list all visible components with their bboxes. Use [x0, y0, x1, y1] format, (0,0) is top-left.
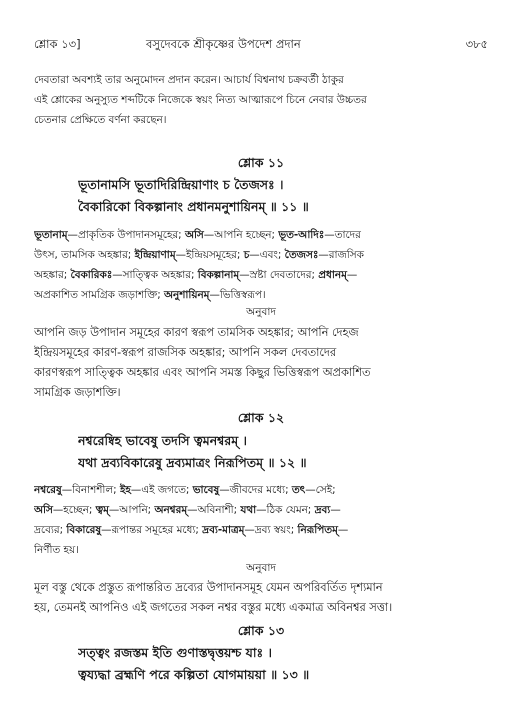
synonym-line: ভূতানাম্—প্রাকৃতিক উপাদানসমূহের; অসি—আপনি হচ্ছেন; ভূত-আদিঃ—তাদের [34, 229, 361, 241]
verse-12-heading: শ্লোক ১২ [237, 410, 285, 425]
synonym-line: উৎস, তামসিক অহঙ্কার; ইন্দ্রিয়াণাম্—ইন্দ্রিয়সমূহের; চ—এবং; তৈজসঃ—রাজসিক [34, 249, 364, 261]
verse-line: ত্বয্যদ্ধা ব্রহ্মণি পরে কল্পিতা যোগমায়য়া ॥ ১৩ ॥ [78, 667, 310, 682]
verse-line: নশ্বরেষ্বিহ ভাবেষু তদসি ত্বমনশ্বরম্ । [78, 433, 247, 448]
page-number: ৩৮৫ [465, 37, 488, 51]
synonym-line: অসি—হচ্ছেন; ত্বম্—আপনি; অনশ্বরম্—অবিনাশী; যথা—ঠিক যেমন; দ্রব্য— [34, 504, 341, 516]
intro-paragraph [34, 70, 488, 130]
header-verse-ref: শ্লোক ১৩] [34, 37, 81, 51]
intro-line: চেতনার প্রেক্ষিতে বর্ণনা করছেন। [34, 114, 167, 126]
translation-line: ইন্দ্রিয়সমূহের কারণ-স্বরূপ রাজসিক অহঙ্কার; আপনি সকল দেবতাদের [34, 346, 337, 359]
translation-line: মূল বস্তু থেকে প্রস্তুত রূপান্তরিত দ্রব্যের উপাদানসমূহ যেমন অপরিবর্তিত দৃশ্যমান [34, 581, 383, 594]
verse-13-text [34, 642, 488, 686]
translation-label: অনুবাদ [246, 306, 276, 318]
synonym-line: দ্রব্যের; বিকারেষু—রূপান্তর সমূহের মধ্যে; দ্রব্য-মাত্রম্—দ্রব্য স্বয়ং; নিরূপিতম্— [34, 524, 349, 536]
synonym-line: নির্ণীত হয়। [34, 544, 79, 556]
verse-11-translation [34, 323, 488, 403]
verse-12-text [34, 430, 488, 474]
verse-line: সত্ত্বং রজস্তম ইতি গুণাস্তদ্বৃত্তয়শ্চ যাঃ । [78, 645, 272, 660]
verse-line: যথা দ্রব্যবিকারেষু দ্রব্যমাত্রং নিরূপিতম্ ॥ ১২ ॥ [78, 455, 307, 470]
intro-line: এই শ্লোকের অনুস্যুত শব্দটিকে নিজেকে স্বয়ং নিত্য আত্মারূপে চিনে নেবার উচ্চতর [34, 94, 367, 106]
synonym-line: নশ্বরেষু—বিনাশশীল; ইহ—এই জগতে; ভাবেষু—জীবদের মধ্যে; তৎ—সেই; [34, 484, 336, 496]
translation-line: হয়, তেমনই আপনিও এই জগতের সকল নশ্বর বস্তুর মধ্যে একমাত্র অবিনশ্বর সত্তা। [34, 601, 393, 614]
verse-line: বৈকারিকো বিকল্পানাং প্রধানমনুশায়িনম্ ॥ ১১ ॥ [78, 199, 309, 214]
translation-line: কারণস্বরূপ সাত্ত্বিক অহঙ্কার এবং আপনি সমস্ত কিছুর ভিত্তিস্বরূপ অপ্রকাশিত [34, 366, 371, 379]
translation-label: অনুবাদ [246, 562, 276, 574]
synonym-line: অপ্রকাশিত সামগ্রিক জড়াশক্তি; অনুশায়িনম্—ভিত্তিস্বরূপ। [34, 289, 266, 301]
intro-line: দেবতারা অবশ্যই তার অনুমোদন প্রদান করেন। আচার্য বিশ্বনাথ চক্রবর্তী ঠাকুর [34, 74, 344, 86]
verse-12-translation [34, 578, 488, 618]
verse-11-synonyms [34, 225, 488, 305]
verse-13-heading: শ্লোক ১৩ [237, 623, 285, 638]
synonym-line: অহঙ্কার; বৈকারিকঃ—সাত্ত্বিক অহঙ্কার; বিকল্পানাম্—স্রষ্টা দেবতাদের; প্রধানম্— [34, 269, 358, 281]
verse-12-synonyms [34, 480, 488, 560]
verse-11-text [34, 174, 488, 218]
verse-11-heading: শ্লোক ১১ [237, 155, 285, 170]
translation-line: আপনি জড় উপাদান সমূহের কারণ স্বরূপ তামসিক অহঙ্কার; আপনি দেহজ [34, 326, 359, 339]
verse-line: ভূতানামসি ভূতাদিরিন্দ্রিয়াণাং চ তৈজসঃ । [78, 177, 284, 192]
header-chapter-title: বসুদেবকে শ্রীকৃষ্ণের উপদেশ প্রদান [146, 37, 301, 51]
translation-line: সামগ্রিক জড়াশক্তি। [34, 386, 121, 399]
